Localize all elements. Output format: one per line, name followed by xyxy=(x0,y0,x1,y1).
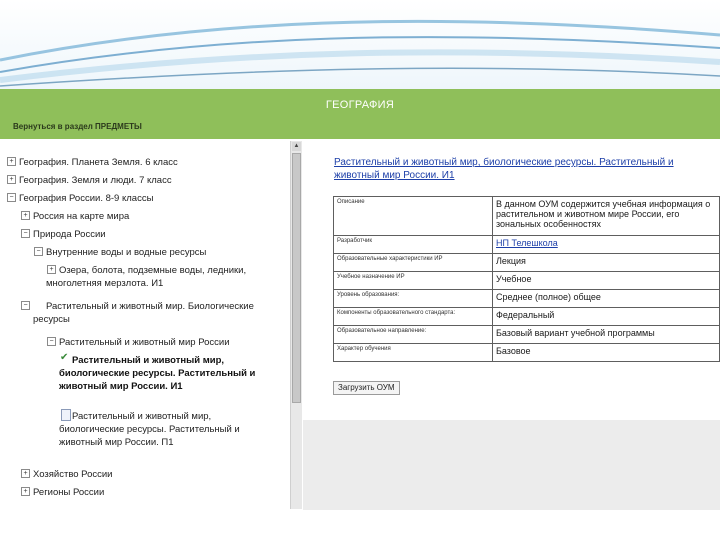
tree-item-regions-russia[interactable]: Регионы России xyxy=(33,487,105,498)
catalog-tree xyxy=(0,140,288,510)
table-row xyxy=(334,254,720,272)
resource-info-table xyxy=(333,196,720,362)
table-row xyxy=(334,308,720,326)
row-label: Характер обучения xyxy=(334,344,493,362)
row-label: Учебное назначение ИР xyxy=(334,272,493,290)
scroll-thumb[interactable] xyxy=(292,153,301,403)
developer-link[interactable]: НП Телешкола xyxy=(496,238,558,248)
row-label: Компоненты образовательного стандарта: xyxy=(334,308,493,326)
collapse-toggle-icon[interactable]: − xyxy=(21,301,30,310)
table-row xyxy=(334,236,720,254)
row-label: Образовательное направление: xyxy=(334,326,493,344)
tree-item-geography-6[interactable]: География. Планета Земля. 6 класс xyxy=(19,157,178,168)
footer-area xyxy=(0,510,720,540)
back-to-subjects-link[interactable]: Вернуться в раздел ПРЕДМЕТЫ xyxy=(13,122,142,131)
tree-item-russia-on-map[interactable]: Россия на карте мира xyxy=(33,211,130,222)
header-swoosh-decoration xyxy=(0,0,720,90)
expand-toggle-icon[interactable]: + xyxy=(7,175,16,184)
resource-details-panel xyxy=(303,141,720,420)
table-row xyxy=(334,197,720,236)
table-row xyxy=(334,272,720,290)
selected-check-icon: ✔ xyxy=(60,352,69,363)
row-value: Среднее (полное) общее xyxy=(493,290,720,308)
tree-item-lesson-p1[interactable]: Растительный и животный мир, биологические ресурсы. Растительный и животный мир России. П1 xyxy=(59,411,240,448)
tree-item-geography-8-9[interactable]: География России. 8-9 классы xyxy=(19,193,154,204)
table-row xyxy=(334,344,720,362)
row-value: Базовое xyxy=(493,344,720,362)
collapse-toggle-icon[interactable]: − xyxy=(47,337,56,346)
table-row xyxy=(334,326,720,344)
tree-item-geography-7[interactable]: География. Земля и люди. 7 класс xyxy=(19,175,172,186)
collapse-toggle-icon[interactable]: − xyxy=(21,229,30,238)
row-value: Учебное xyxy=(493,272,720,290)
tree-item-lesson-i1-selected[interactable]: Растительный и животный мир, биологические ресурсы. Растительный и животный мир России. И1 xyxy=(59,355,256,392)
row-value: Лекция xyxy=(493,254,720,272)
scroll-up-icon[interactable]: ▲ xyxy=(293,143,300,149)
tree-item-nature-of-russia[interactable]: Природа России xyxy=(33,229,106,240)
table-row xyxy=(334,290,720,308)
content-background-area xyxy=(303,420,720,510)
row-value: В данном ОУМ содержится учебная информация о растительном и животном мире России, его зональных особенностях xyxy=(493,197,720,236)
tree-scrollbar[interactable] xyxy=(290,141,302,509)
row-label: Описание xyxy=(334,197,493,236)
collapse-toggle-icon[interactable]: − xyxy=(7,193,16,202)
page-title: ГЕОГРАФИЯ xyxy=(325,99,395,111)
tree-item-inland-waters[interactable]: Внутренние воды и водные ресурсы xyxy=(46,247,207,258)
collapse-toggle-icon[interactable]: − xyxy=(34,247,43,256)
tree-item-lakes-swamps[interactable]: Озера, болота, подземные воды, ледники, многолетняя мерзлота. И1 xyxy=(46,265,247,289)
expand-toggle-icon[interactable]: + xyxy=(7,157,16,166)
expand-toggle-icon[interactable]: + xyxy=(21,469,30,478)
tree-item-flora-fauna-resources[interactable]: Растительный и животный мир. Биологические ресурсы xyxy=(33,301,254,325)
row-value xyxy=(493,236,720,254)
row-label: Образовательные характеристики ИР xyxy=(334,254,493,272)
expand-toggle-icon[interactable]: + xyxy=(21,211,30,220)
expand-toggle-icon[interactable]: + xyxy=(47,265,56,274)
row-value: Базовый вариант учебной программы xyxy=(493,326,720,344)
download-oum-button[interactable]: Загрузить ОУМ xyxy=(333,381,400,395)
expand-toggle-icon[interactable]: + xyxy=(21,487,30,496)
tree-item-flora-fauna-russia[interactable]: Растительный и животный мир России xyxy=(59,337,230,348)
section-header-bar xyxy=(0,89,720,139)
resource-title-link[interactable]: Растительный и животный мир, биологические ресурсы. Растительный и животный мир России. И1 xyxy=(334,157,674,181)
row-label: Разработчик xyxy=(334,236,493,254)
row-label: Уровень образования: xyxy=(334,290,493,308)
row-value: Федеральный xyxy=(493,308,720,326)
tree-item-economy-russia[interactable]: Хозяйство России xyxy=(33,469,113,480)
